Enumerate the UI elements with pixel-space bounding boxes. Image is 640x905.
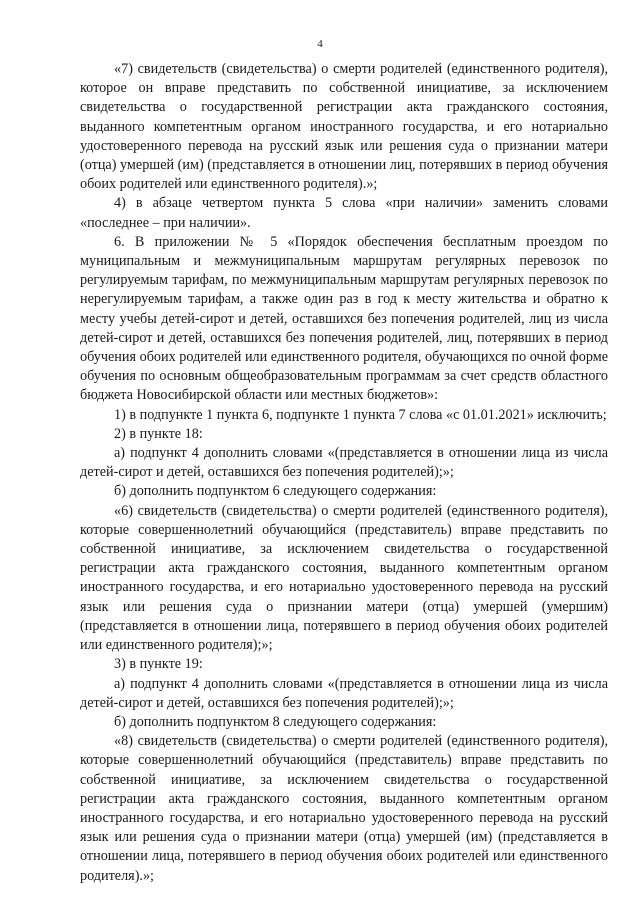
paragraph-18-a: а) подпункт 4 дополнить словами «(представляется в отношении лица из числа детей-сирот и детей, оставшихся без попечения родителей);»;: [80, 445, 608, 481]
paragraph-19-b: б) дополнить подпунктом 8 следующего содержания:: [114, 713, 437, 730]
paragraph-section-6-appendix-5: 6. В приложении № 5 «Порядок обеспечения бесплатным проездом по муниципальным и межмуниципальным маршрутам регулярных перевозок по регулируемым тарифам, по межмуниципальным маршрутам регулярных перевозок по нерегулируемым тарифам, а также один раз в год к месту жительства и обратно к месту учебы детей-сирот и детей, оставшихся без попечения родителей, лиц из числа детей-сирот и детей, оставшихся без попечения родителей, лиц, потерявших в период обучения обоих родителей или единственного родителя, обучающихся по очной форме обучения по основным общеобразовательным программам за счет средств областного бюджета Новосибирской области или местных бюджетов»:: [80, 233, 608, 404]
paragraph-18-b: б) дополнить подпунктом 6 следующего содержания:: [114, 483, 437, 500]
paragraph-item-18-heading: 2) в пункте 18:: [114, 425, 203, 442]
paragraph-item-8-death-certificate: «8) свидетельств (свидетельства) о смерти родителей (единственного родителя), которые совершеннолетний обучающийся (представитель) вправе представить по собственной инициативе, за исключением свидетельства о государственной регистрации акта гражданского состояния, выданного компетентным органом иностранного государства, и его нотариально удостоверенного перевода на русский язык или решения суда о признании матери (отца) умершей (им) (представляется в отношении лица, потерявшего в период обучения обоих родителей или единственного родителя).»;: [80, 733, 608, 884]
paragraph-item-6-death-certificate: «6) свидетельств (свидетельства) о смерти родителей (единственного родителя), которые совершеннолетний обучающийся (представитель) вправе представить по собственной инициативе, за исключением свидетельства о государственной регистрации акта гражданского состояния, выданного компетентным органом иностранного государства, и его нотариально удостоверенного перевода на русский язык или решения суда о признании матери (отца) умершей (умершим) (представляется в отношении лица, потерявшего в период обучения обоих родителей или единственного родителя);»;: [80, 502, 608, 654]
paragraph-item-4-replace-words: 4) в абзаце четвертом пункта 5 слова «при наличии» заменить словами «последнее – при наличии».: [80, 195, 608, 231]
paragraph-item-7-death-certificate: «7) свидетельств (свидетельства) о смерти родителей (единственного родителя), которое он вправе представить по собственной инициативе, за исключением свидетельства о государственной регистрации акта гражданского состояния, выданного компетентным органом иностранного государства, и его нотариально удостоверенного перевода на русский язык или решения суда о признании матери (отца) умершей (им) (представляется в отношении лиц, потерявших в период обучения обоих родителей или единственного родителя).»;: [80, 61, 608, 193]
paragraph-item-19-heading: 3) в пункте 19:: [114, 656, 203, 673]
document-body: [80, 60, 608, 886]
paragraph-19-a: а) подпункт 4 дополнить словами «(представляется в отношении лица из числа детей-сирот и детей, оставшихся без попечения родителей);»;: [80, 675, 608, 711]
page-number: 4: [317, 38, 323, 50]
paragraph-subitem-1-exclude: 1) в подпункте 1 пункта 6, подпункте 1 пункта 7 слова «с 01.01.2021» исключить;: [114, 406, 607, 423]
